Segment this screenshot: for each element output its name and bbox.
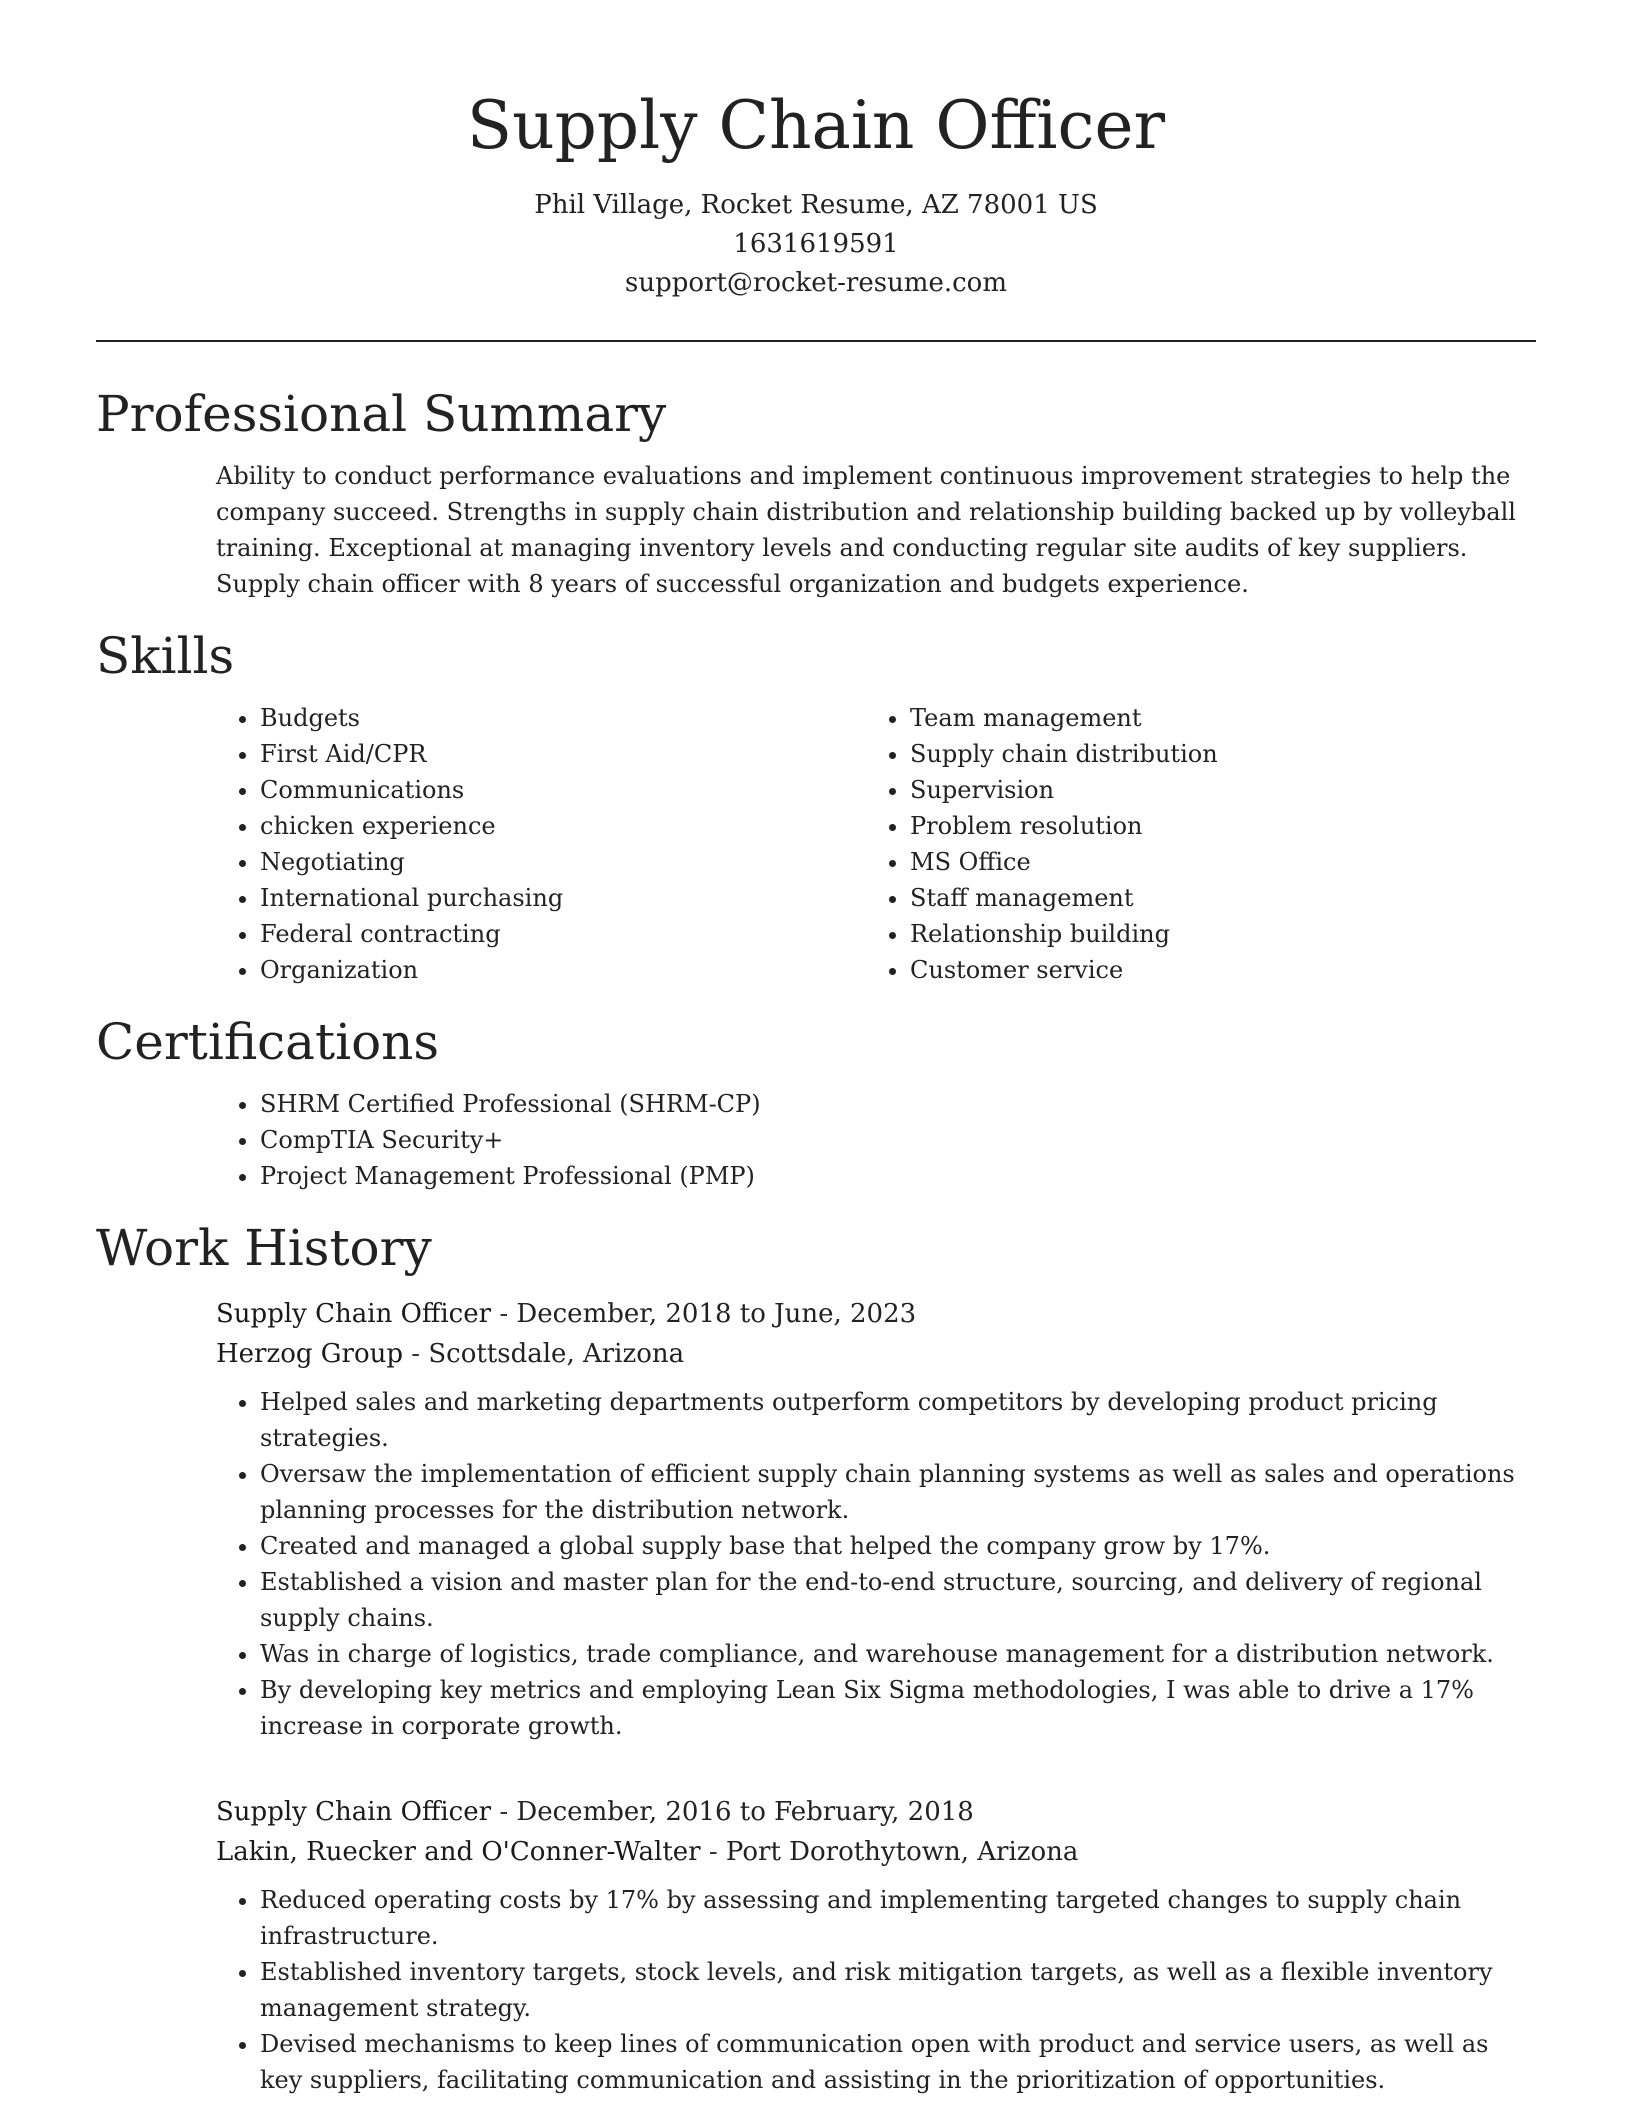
resume-header [0,0,1632,303]
contact-block [0,186,1632,303]
separator: - [700,1837,726,1867]
work-history-heading: Work History [96,1219,432,1277]
skills-columns [216,700,1536,988]
job-entry [216,1294,1536,1744]
certification-item: • SHRM Certified Professional (SHRM-CP) [260,1086,1536,1122]
job-bullet: • Helped sales and marketing departments outperform competitors by developing product pricing strategies. [260,1384,1536,1456]
skills-section [0,624,1632,988]
job-bullet: • Established inventory targets, stock levels, and risk mitigation targets, as well as a flexible inventory management strategy. [260,1954,1536,2026]
job-bullet: • Reduced operating costs by 17% by assessing and implementing targeted changes to supply chain infrastructure. [260,1882,1536,1954]
separator: - [491,1299,517,1329]
job-bullets-wrap [216,1384,1536,1744]
job-location: Scottsdale, Arizona [428,1339,685,1369]
summary-text: Ability to conduct performance evaluations and implement continuous improvement strategies to help the company succeed. Strengths in supply chain distribution and relationship building backed up by volleyball training. Exceptional at managing inventory levels and conducting regular site audits of key suppliers. Supply chain officer with 8 years of successful organization and budgets experience. [216,462,1516,598]
job-dates: December, 2018 to June, 2023 [516,1299,917,1329]
job-bullets-wrap [216,1882,1536,2098]
job-company-line [216,1832,1536,1872]
certification-item: • CompTIA Security+ [260,1122,1536,1158]
job-title: Supply Chain Officer [216,1299,492,1329]
skills-list-right [866,700,1516,988]
skill-item: • Federal contracting [260,916,866,952]
job-location: Port Dorothytown, Arizona [725,1837,1079,1867]
job-bullets [216,1384,1536,1744]
skill-item: • Communications [260,772,866,808]
job-bullet: • Created and managed a global supply base that helped the company grow by 17%. [260,1528,1536,1564]
contact-address: Phil Village, Rocket Resume, AZ 78001 US [534,190,1098,220]
skills-column-right [866,700,1516,988]
separator: - [403,1339,429,1369]
skills-list-left [216,700,866,988]
job-bullet: • By developing key metrics and employing Lean Six Sigma methodologies, I was able to drive a 17% increase in corporate growth. [260,1672,1536,1744]
skill-item: • Supervision [910,772,1516,808]
summary-heading: Professional Summary [96,385,667,443]
job-bullet: • Devised mechanisms to keep lines of communication open with product and service users, as well as key suppliers, facilitating communication and assisting in the prioritization of opportunities. [260,2026,1536,2098]
skill-item: • Problem resolution [910,808,1516,844]
job-bullet: • Was in charge of logistics, trade compliance, and warehouse management for a distribution network. [260,1636,1536,1672]
skill-item: • First Aid/CPR [260,736,866,772]
job-spacer [0,1744,1632,1778]
job-company: Lakin, Ruecker and O'Conner-Walter [216,1837,701,1867]
summary-section [0,382,1632,602]
skill-item: • Negotiating [260,844,866,880]
contact-phone: 1631619591 [733,229,899,259]
job-bullet: • Oversaw the implementation of efficient supply chain planning systems as well as sales and operations planning processes for the distribution network. [260,1456,1536,1528]
header-divider [96,340,1536,342]
skill-item: • Team management [910,700,1516,736]
separator: - [491,1797,517,1827]
work-history-section [0,1216,1632,2098]
contact-email: support@rocket-resume.com [624,268,1007,298]
certifications-wrap [216,1086,1536,1194]
certifications-section [0,1010,1632,1194]
skill-item: • MS Office [910,844,1516,880]
skill-item: • Supply chain distribution [910,736,1516,772]
skill-item: • Staff management [910,880,1516,916]
skill-item: • Organization [260,952,866,988]
job-dates: December, 2016 to February, 2018 [516,1797,974,1827]
job-title-line [216,1792,1536,1832]
job-entry [216,1792,1536,2098]
certifications-heading: Certifications [96,1013,440,1071]
job-company: Herzog Group [216,1339,403,1369]
certification-item: • Project Management Professional (PMP) [260,1158,1536,1194]
certifications-list [216,1086,1536,1194]
skills-heading: Skills [96,627,235,685]
skill-item: • Relationship building [910,916,1516,952]
skill-item: • International purchasing [260,880,866,916]
skill-item: • Customer service [910,952,1516,988]
skills-column-left [216,700,866,988]
job-bullet: • Established a vision and master plan for the end-to-end structure, sourcing, and delivery of regional supply chains. [260,1564,1536,1636]
job-bullets [216,1882,1536,2098]
job-title: Supply Chain Officer [216,1797,492,1827]
job-title-line [216,1294,1536,1334]
job-company-line [216,1334,1536,1374]
resume-title: Supply Chain Officer [466,87,1166,164]
skill-item: • Budgets [260,700,866,736]
skill-item: • chicken experience [260,808,866,844]
